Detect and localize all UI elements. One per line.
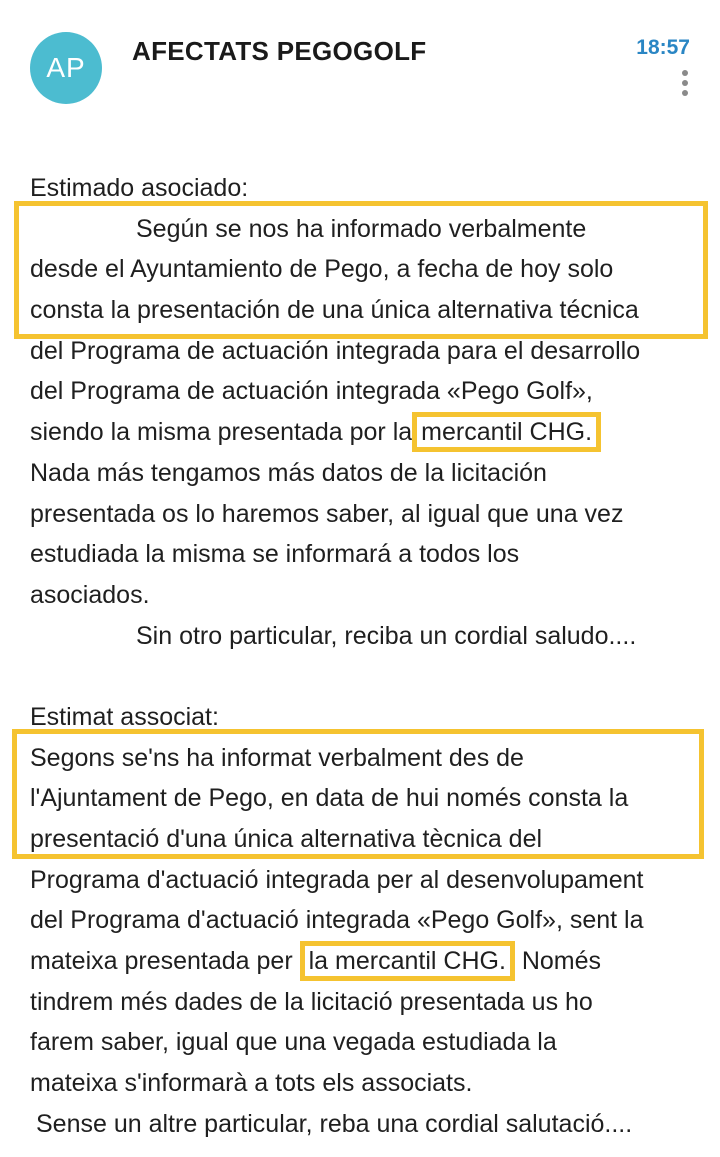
message-body [30, 168, 700, 1145]
text-line: asociados. [30, 580, 150, 609]
highlight-mercantil-chg-es: mercantil CHG. [412, 412, 601, 452]
text-line: mateixa s'informarà a tots els associats. [30, 1069, 473, 1098]
message-header [0, 0, 720, 120]
message-time: 18:57 [636, 36, 690, 59]
dot [682, 90, 688, 96]
text-line: Segons se'ns ha informat verbalment des de [30, 743, 524, 772]
text-line: del Programa d'actuació integrada «Pego Golf», sent la [30, 906, 644, 935]
text-line: del Programa de actuación integrada para el desarrollo [30, 336, 641, 365]
closing-ca: Sense un altre particular, reba una cordial salutació.... [36, 1109, 633, 1138]
sender-name: AFECTATS PEGOGOLF [132, 36, 427, 66]
text-line [30, 412, 700, 453]
text-line: presentació d'una única alternativa tècnica del [30, 825, 543, 853]
text-line: consta la presentación de una única alternativa técnica [30, 296, 639, 325]
text-fragment: siendo la misma presentada por la [30, 418, 413, 447]
dot [682, 70, 688, 76]
text-fragment: Només [514, 947, 602, 976]
greeting-ca: Estimat associat: [30, 702, 219, 731]
text-line: tindrem més dades de la licitació presentada us ho [30, 987, 593, 1016]
text-fragment: mateixa presentada per [30, 947, 293, 976]
text-line: presentada os lo haremos saber, al igual que una vez [30, 499, 624, 528]
text-line: Nada más tengamos más datos de la licitación [30, 458, 547, 487]
closing-es: Sin otro particular, reciba un cordial saludo.... [136, 621, 637, 650]
highlight-mercantil-chg-ca: la mercantil CHG. [300, 941, 515, 981]
text-line: del Programa de actuación integrada «Pego Golf», [30, 377, 593, 406]
text-line: Programa d'actuació integrada per al desenvolupament [30, 865, 644, 894]
text-line: desde el Ayuntamiento de Pego, a fecha de hoy solo [30, 255, 614, 284]
text-line: farem saber, igual que una vegada estudiada la [30, 1028, 557, 1057]
avatar[interactable]: AP [30, 32, 102, 104]
text-line [30, 941, 700, 982]
greeting-es: Estimado asociado: [30, 174, 249, 202]
more-vert-icon[interactable] [680, 70, 690, 102]
text-line: estudiada la misma se informará a todos los [30, 540, 520, 569]
paragraph-gap [30, 656, 700, 697]
text-line: Según se nos ha informado verbalmente [136, 214, 587, 243]
text-line: l'Ajuntament de Pego, en data de hui només consta la [30, 784, 629, 813]
dot [682, 80, 688, 86]
